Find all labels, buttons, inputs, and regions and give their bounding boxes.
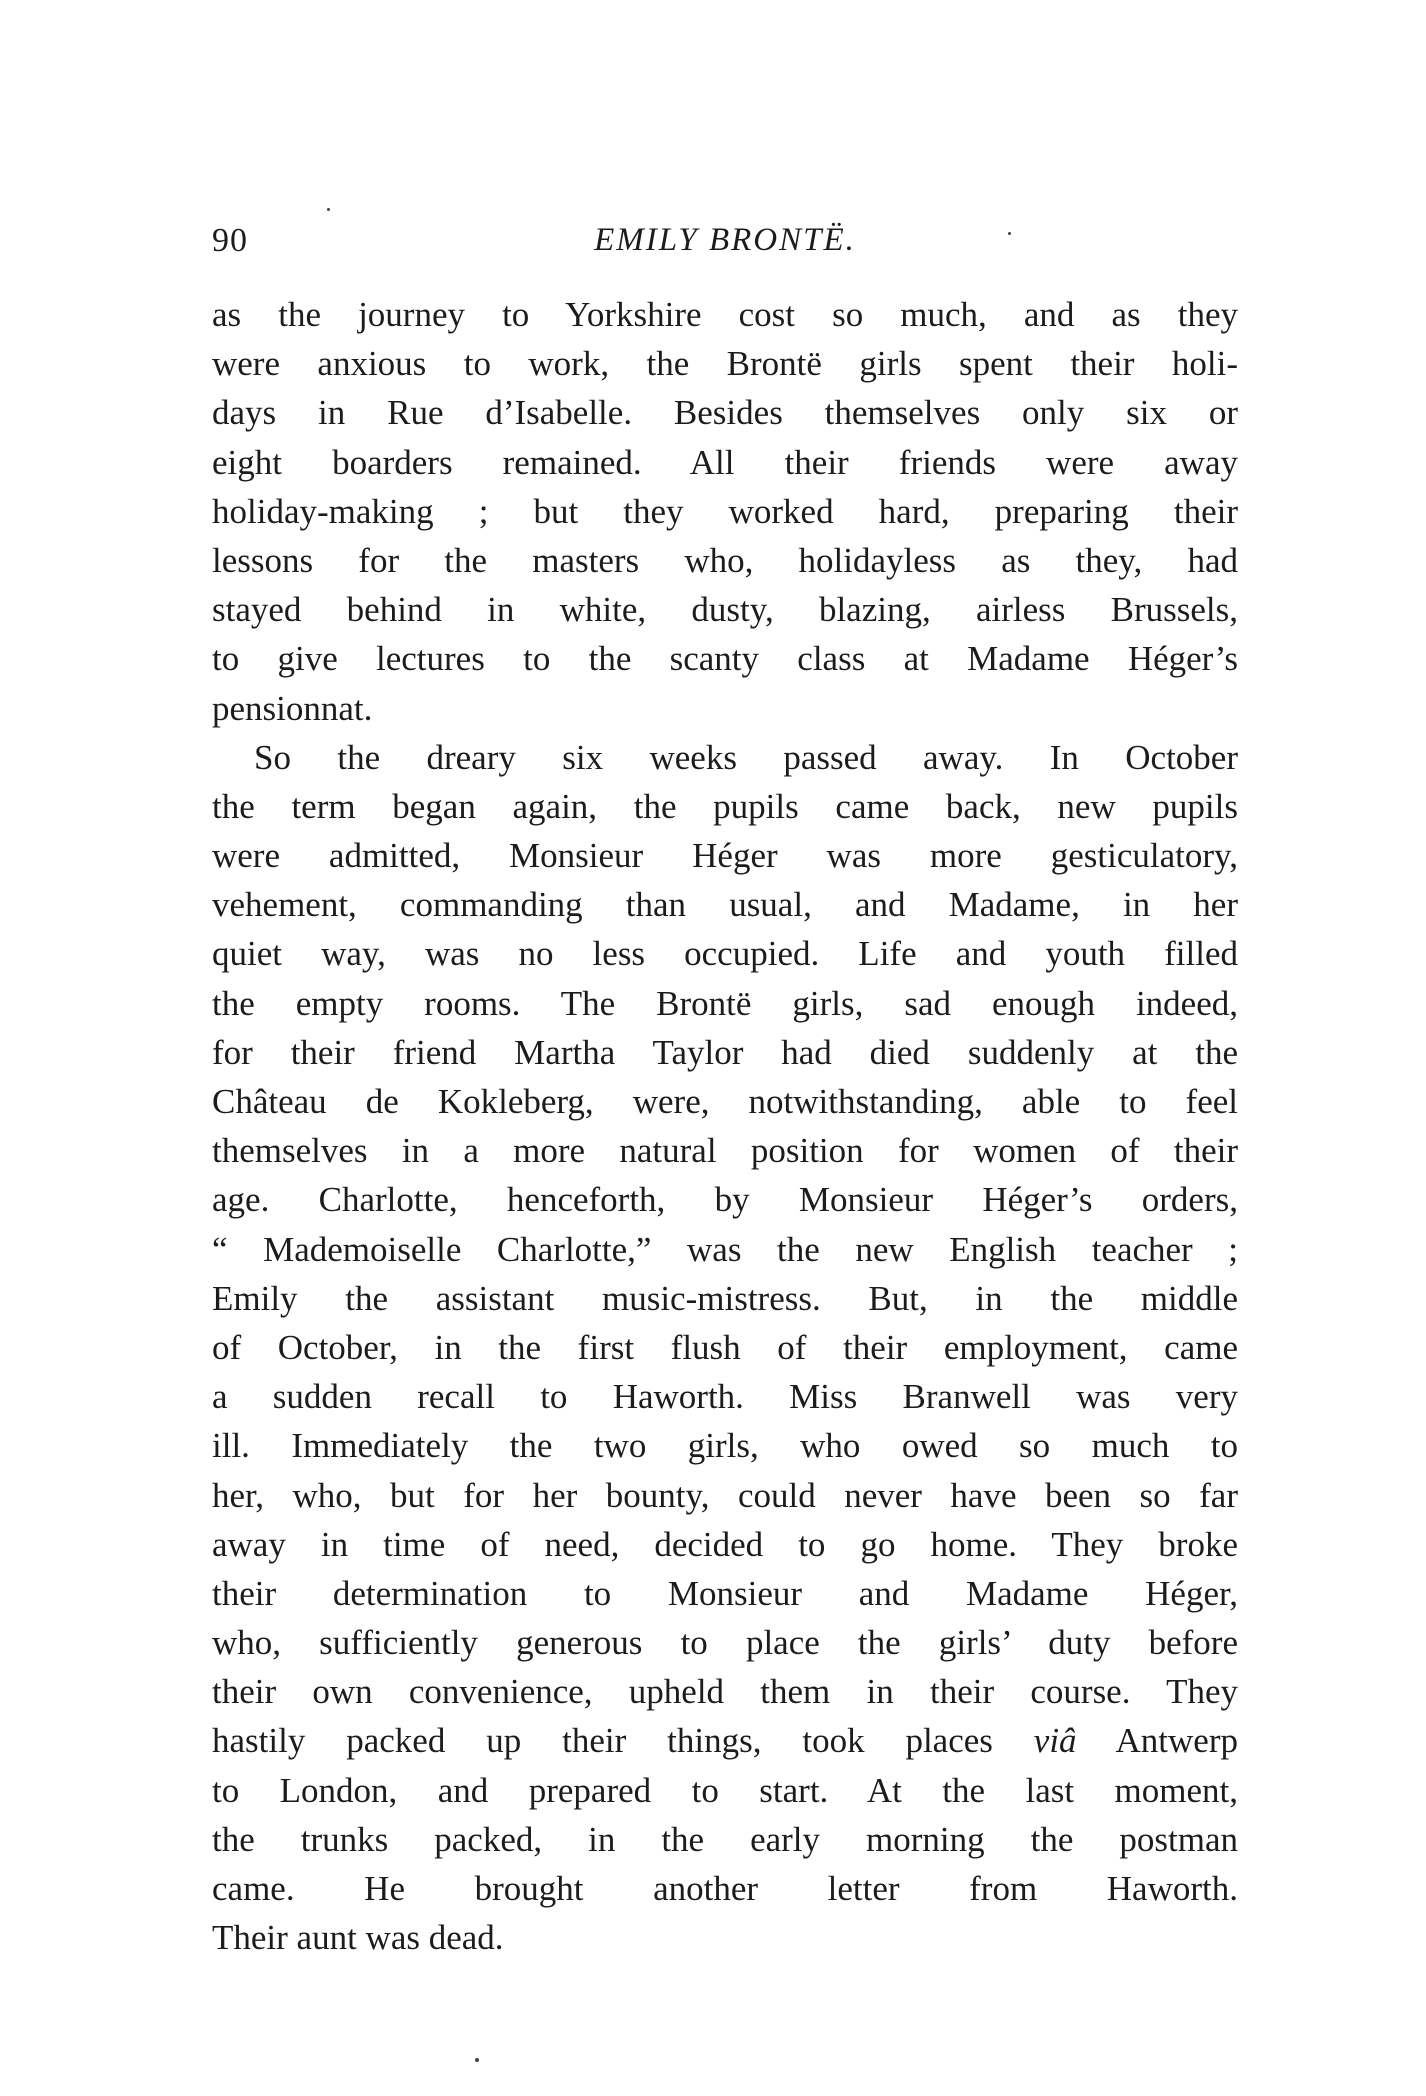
text-line — [212, 1815, 1238, 1864]
text-line — [212, 1323, 1238, 1372]
text-line-content: days in Rue d’Isabelle. Besides themselves only six or — [212, 393, 1238, 433]
text-line — [212, 1913, 1238, 1962]
text-line — [212, 1175, 1238, 1224]
text-line — [212, 1126, 1238, 1175]
text-line-content: a sudden recall to Haworth. Miss Branwell was very — [212, 1377, 1238, 1417]
page-number: 90 — [212, 222, 248, 259]
text-line-content: away in time of need, decided to go home. They broke — [212, 1524, 1238, 1564]
text-line — [212, 290, 1238, 339]
text-line — [212, 1274, 1238, 1323]
text-line — [212, 733, 1238, 782]
running-title: EMILY BRONTË. — [594, 222, 856, 258]
text-line-content: themselves in a more natural position for women of their — [212, 1131, 1238, 1171]
text-line — [212, 1716, 1238, 1765]
text-line-content: the empty rooms. The Brontë girls, sad enough indeed, — [212, 983, 1238, 1023]
text-line-content: stayed behind in white, dusty, blazing, airless Brussels, — [212, 590, 1238, 630]
print-speck — [327, 208, 330, 211]
text-line — [212, 339, 1238, 388]
text-line-content: quiet way, was no less occupied. Life and youth filled — [212, 934, 1238, 974]
text-line-content: hastily packed up their things, took places — [212, 1721, 993, 1761]
text-line — [212, 1520, 1238, 1569]
text-line — [212, 388, 1238, 437]
text-line-content: pensionnat. — [212, 688, 373, 728]
text-line-content: came. He brought another letter from Haworth. — [212, 1869, 1238, 1908]
text-line — [212, 438, 1238, 487]
text-line — [212, 880, 1238, 929]
text-line-content: Their aunt was dead. — [212, 1918, 504, 1958]
text-line — [212, 1618, 1238, 1667]
page-header — [212, 222, 1238, 266]
text-line-content: lessons for the masters who, holidayless as they, had — [212, 540, 1238, 580]
text-line-content: Château de Kokleberg, were, notwithstanding, able to feel — [212, 1082, 1238, 1121]
text-line-content: the trunks packed, in the early morning the postman — [212, 1819, 1238, 1859]
text-line-content: holiday-making ; but they worked hard, preparing their — [212, 491, 1238, 531]
text-line — [212, 684, 1238, 733]
text-line-content: their own convenience, upheld them in their course. They — [212, 1672, 1238, 1712]
text-line-content: for their friend Martha Taylor had died suddenly at the — [212, 1032, 1238, 1072]
text-line-content: vehement, commanding than usual, and Madame, in her — [212, 885, 1238, 925]
text-line-content: of October, in the first flush of their employment, came — [212, 1327, 1238, 1367]
text-line — [212, 831, 1238, 880]
text-line — [212, 929, 1238, 978]
text-line — [212, 1864, 1238, 1913]
text-line-content: her, who, but for her bounty, could never have been so far — [212, 1475, 1238, 1515]
text-line — [212, 979, 1238, 1028]
text-line — [212, 634, 1238, 683]
text-line-content: So the dreary six weeks passed away. In October — [254, 737, 1238, 777]
text-line — [212, 1471, 1238, 1520]
print-speck — [1008, 232, 1011, 235]
text-line-content: “ Mademoiselle Charlotte,” was the new English teacher ; — [212, 1229, 1238, 1269]
text-line-content: ill. Immediately the two girls, who owed so much to — [212, 1426, 1238, 1466]
italic-word: viâ — [1033, 1721, 1077, 1761]
text-line-content: to London, and prepared to start. At the last moment, — [212, 1770, 1238, 1810]
text-line — [212, 585, 1238, 634]
text-line-content: their determination to Monsieur and Madame Héger, — [212, 1573, 1238, 1613]
body-text — [212, 290, 1238, 1962]
text-line-content: to give lectures to the scanty class at Madame Héger’s — [212, 639, 1238, 679]
text-line — [212, 1766, 1238, 1815]
text-line-content: the term began again, the pupils came back, new pupils — [212, 786, 1238, 826]
text-line — [212, 1667, 1238, 1716]
text-line-content: eight boarders remained. All their friends were away — [212, 442, 1238, 482]
text-line-tail: Antwerp — [1076, 1721, 1238, 1761]
text-line — [212, 1028, 1238, 1077]
text-line-content: were admitted, Monsieur Héger was more gesticulatory, — [212, 836, 1238, 876]
text-line-content: as the journey to Yorkshire cost so much, and as they — [212, 295, 1238, 334]
text-line — [212, 1225, 1238, 1274]
text-line-content: Emily the assistant music-mistress. But, in the middle — [212, 1278, 1238, 1318]
text-line — [212, 487, 1238, 536]
text-line — [212, 536, 1238, 585]
text-line — [212, 1569, 1238, 1618]
print-speck — [475, 2058, 479, 2062]
text-line-content: were anxious to work, the Brontë girls spent their holi- — [212, 344, 1238, 384]
text-line-content: who, sufficiently generous to place the girls’ duty before — [212, 1623, 1238, 1663]
text-line — [212, 1372, 1238, 1421]
text-line — [212, 782, 1238, 831]
text-line — [212, 1077, 1238, 1126]
text-line — [212, 1421, 1238, 1470]
text-line-content: age. Charlotte, henceforth, by Monsieur Héger’s orders, — [212, 1180, 1238, 1220]
